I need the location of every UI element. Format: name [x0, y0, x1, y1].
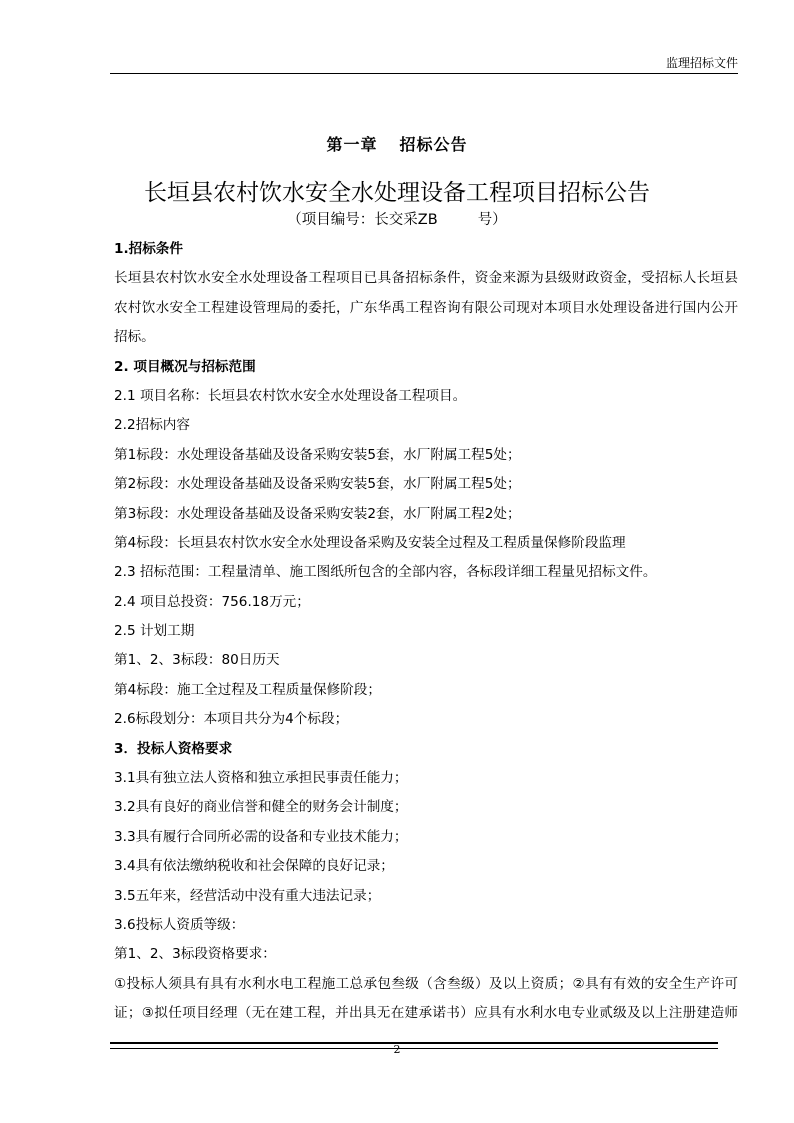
paragraph-line: 2.3 招标范围：工程量清单、施工图纸所包含的全部内容，各标段详细工程量见招标文件。: [114, 564, 657, 581]
requirement-item: 3.6投标人资质等级：: [114, 916, 245, 933]
document-title: 长垣县农村饮水安全水处理设备工程项目招标公告: [144, 180, 650, 206]
requirement-item: 3.1具有独立法人资格和独立承担民事责任能力；: [114, 770, 408, 787]
document-body: [114, 235, 738, 1029]
requirement-item: 3.2具有良好的商业信誉和健全的财务会计制度；: [114, 799, 408, 816]
paragraph-line: 2.1 项目名称：长垣县农村饮水安全水处理设备工程项目。: [114, 387, 467, 404]
chapter-number: 第一章: [326, 135, 378, 154]
section-heading: 2. 项目概况与招标范围: [114, 358, 256, 375]
project-number-suffix: 号）: [477, 212, 507, 228]
project-number-prefix: （项目编号：长交采ZB: [287, 212, 438, 228]
requirement-item: 第1、2、3标段资格要求：: [114, 946, 276, 963]
requirement-item: 3.4具有依法缴纳税收和社会保障的良好记录；: [114, 858, 394, 875]
lot-item: 第2标段：水处理设备基础及设备采购安装5套，水厂附属工程5处；: [114, 476, 521, 493]
chapter-heading: [0, 132, 794, 155]
paragraph-line: 招标。: [114, 329, 155, 346]
section-heading: 3．投标人资格要求: [114, 740, 233, 757]
chapter-name: 招标公告: [399, 135, 468, 154]
running-header: 监理招标文件: [665, 56, 738, 70]
paragraph-line: ①投标人须具有具有水利水电工程施工总承包叁级（含叁级）及以上资质；②具有有效的安全生产许可: [114, 975, 738, 992]
page-number: 2: [393, 1043, 401, 1056]
paragraph-line: 2.2招标内容: [114, 417, 190, 434]
lot-item: 第1标段：水处理设备基础及设备采购安装5套，水厂附属工程5处；: [114, 446, 521, 463]
paragraph-line: 2.4 项目总投资：756.18万元；: [114, 593, 310, 610]
period-item: 第4标段：施工全过程及工程质量保修阶段；: [114, 681, 381, 698]
section-heading: 1.招标条件: [114, 241, 183, 257]
paragraph-line: 长垣县农村饮水安全水处理设备工程项目已具备招标条件，资金来源为县级财政资金，受招标人长垣县: [114, 270, 738, 287]
lot-item: 第3标段：水处理设备基础及设备采购安装2套，水厂附属工程2处；: [114, 505, 521, 522]
lot-item: 第4标段：长垣县农村饮水安全水处理设备采购及安装全过程及工程质量保修阶段监理: [114, 534, 626, 551]
requirement-item: 3.3具有履行合同所必需的设备和专业技术能力；: [114, 828, 408, 845]
header-rule: [110, 73, 738, 74]
paragraph-line: 2.5 计划工期: [114, 623, 195, 640]
period-item: 第1、2、3标段：80日历天: [114, 652, 280, 669]
requirement-item: 3.5五年来，经营活动中没有重大违法记录；: [114, 887, 381, 904]
project-number: [0, 208, 794, 229]
paragraph-line: 证；③拟任项目经理（无在建工程，并出具无在建承诺书）应具有水利水电专业贰级及以上注册建造师: [114, 1005, 738, 1022]
paragraph-line: 农村饮水安全工程建设管理局的委托，广东华禹工程咨询有限公司现对本项目水处理设备进行国内公开: [114, 299, 738, 316]
paragraph-line: 2.6标段划分：本项目共分为4个标段；: [114, 711, 349, 728]
